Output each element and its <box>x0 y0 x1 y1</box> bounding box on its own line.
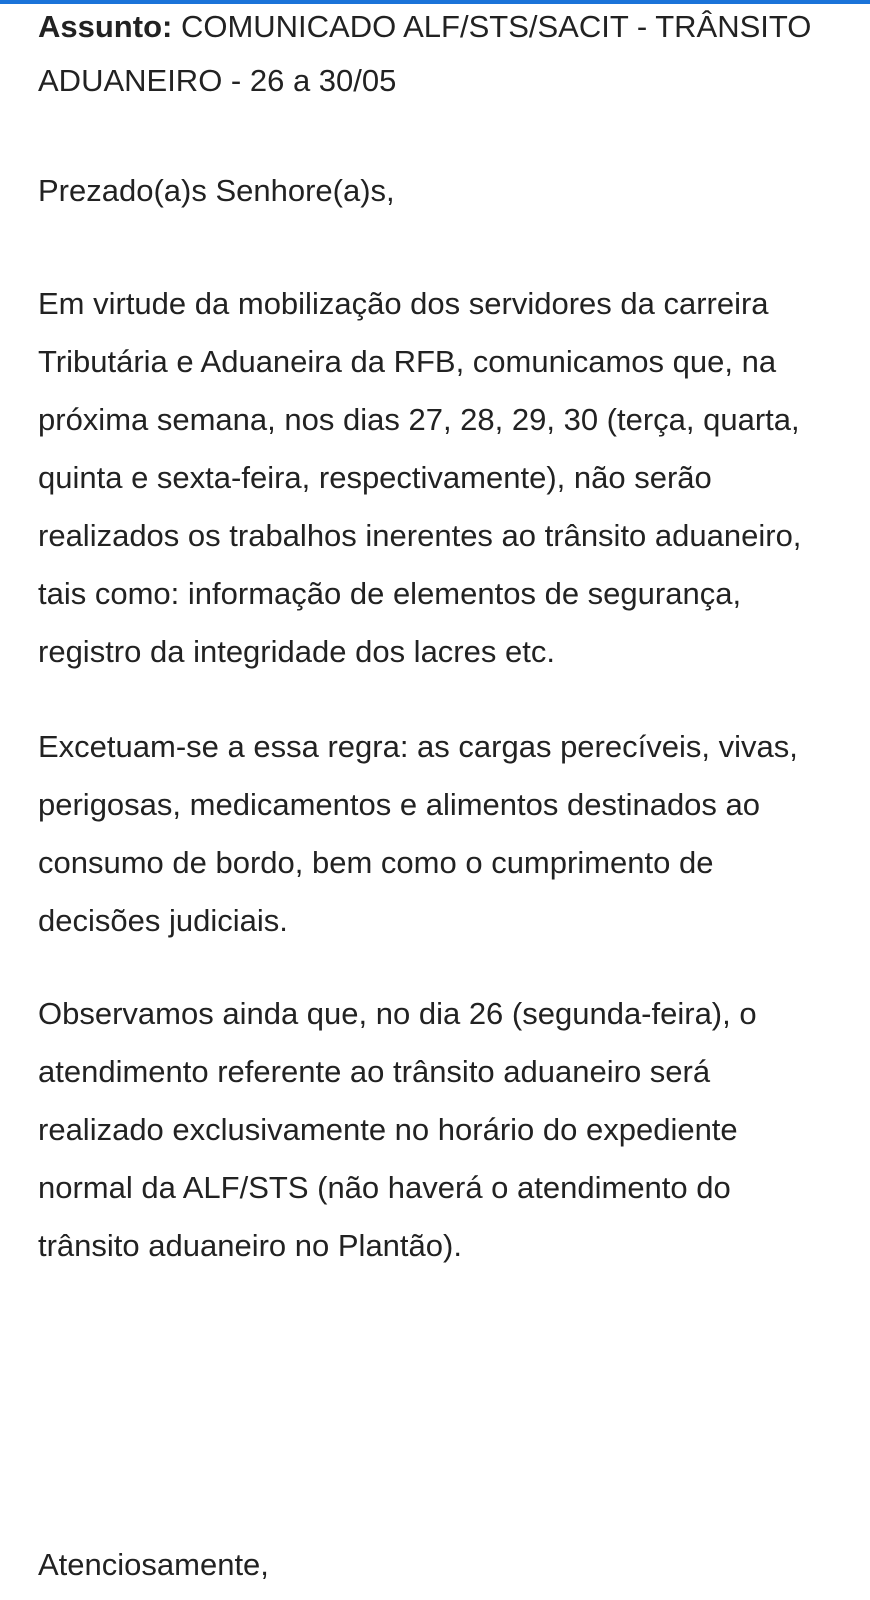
subject-text: COMUNICADO ALF/STS/SACIT - TRÂNSITO ADUANEIRO - 26 a 30/05 <box>38 9 812 98</box>
subject-label: Assunto: <box>38 9 173 44</box>
email-body <box>38 0 838 1582</box>
email-paragraph-3: Observamos ainda que, no dia 26 (segunda-feira), o atendimento referente ao trânsito aduaneiro será realizado exclusivamente no horário do expediente normal da ALF/STS (não haverá o atendimento do trânsito aduaneiro no Plantão). <box>38 996 757 1263</box>
email-greeting: Prezado(a)s Senhore(a)s, <box>38 173 395 208</box>
email-paragraph-1: Em virtude da mobilização dos servidores da carreira Tributária e Aduaneira da RFB, comunicamos que, na próxima semana, nos dias 27, 28, 29, 30 (terça, quarta, quinta e sexta-feira, respectivamente), não serão realizados os trabalhos inerentes ao trânsito aduaneiro, tais como: informação de elementos de segurança, registro da integridade dos lacres etc. <box>38 286 802 669</box>
email-paragraph-2: Excetuam-se a essa regra: as cargas perecíveis, vivas, perigosas, medicamentos e alimentos destinados ao consumo de bordo, bem como o cumprimento de decisões judiciais. <box>38 729 798 938</box>
email-closing: Atenciosamente, <box>38 1547 269 1582</box>
email-subject <box>38 0 838 108</box>
